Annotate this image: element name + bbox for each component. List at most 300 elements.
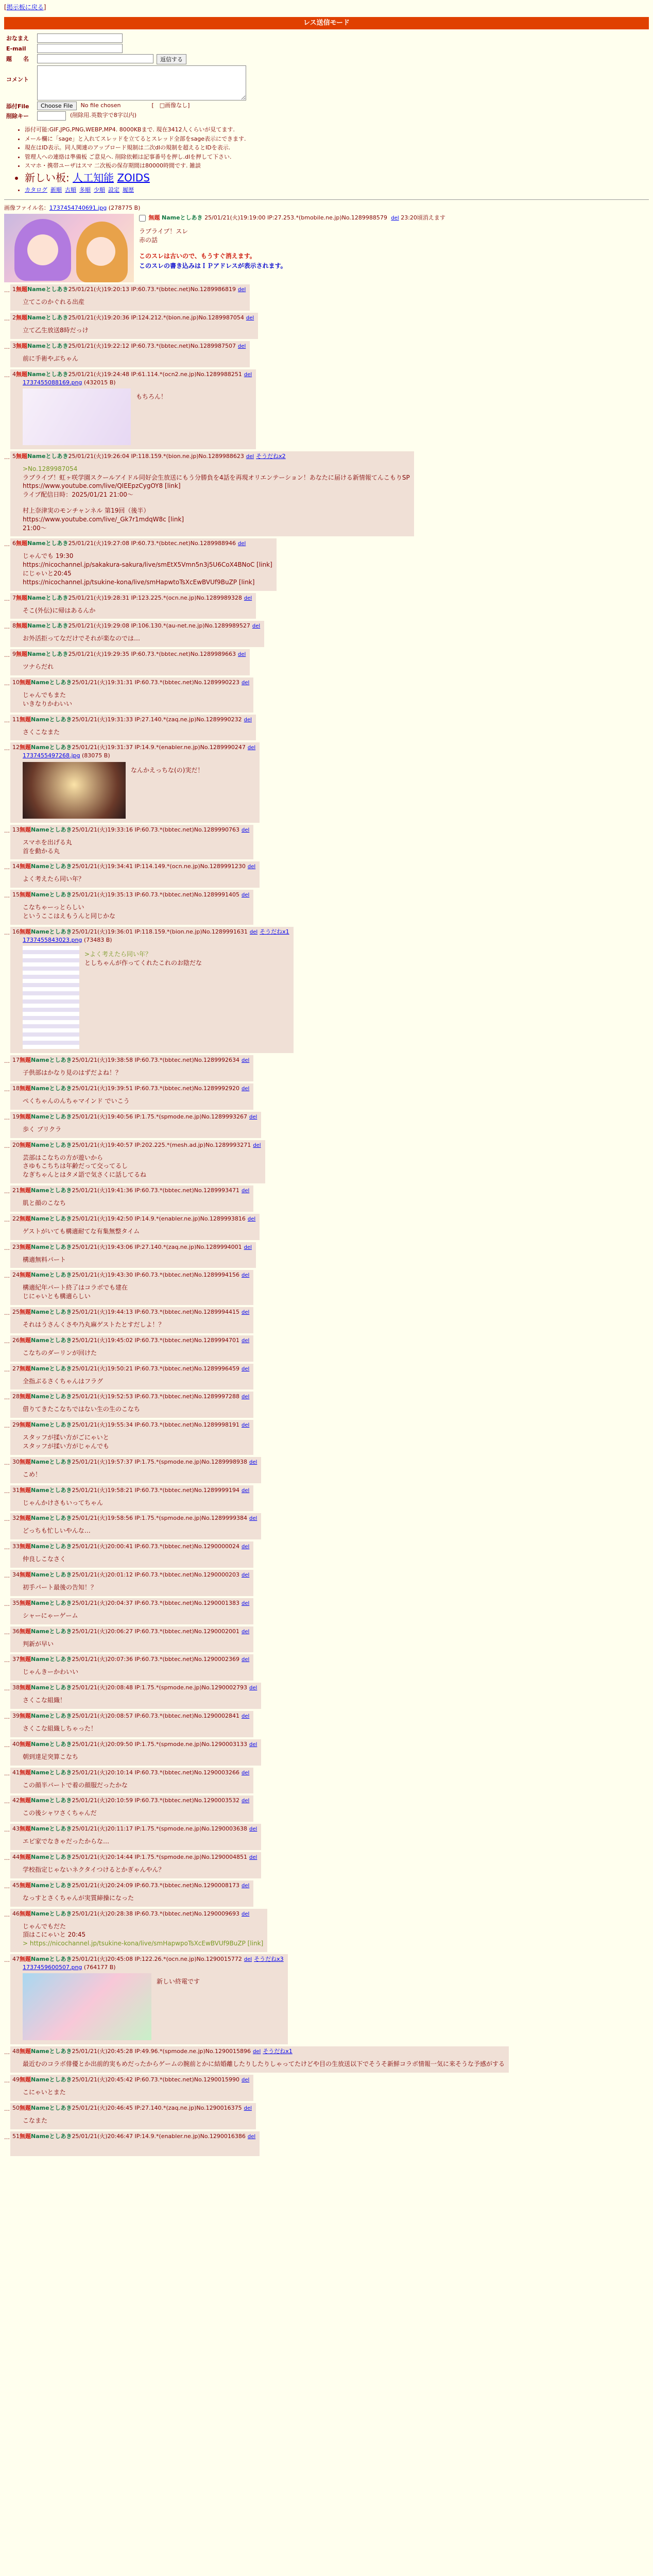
reply-meta: 25/01/21(火)19:35:13 IP:60.73.*(bbtec.net)No.1289991405 [72, 891, 239, 899]
reply-header [12, 1243, 252, 1251]
reply-name: Nameとしあき [27, 452, 68, 460]
reply-line: https://nicochannel.jp/tsukine-kona/live/smHapwtoTsXcEwBVUf9BuZP [link] [23, 578, 255, 586]
reply-del-link[interactable]: del [242, 1911, 250, 1917]
reply-title: 無題 [20, 1486, 31, 1494]
reply-arrow: … [4, 595, 10, 602]
reply-del-link[interactable]: del [247, 2133, 256, 2140]
reply-body [23, 875, 255, 884]
reply-body [23, 1753, 257, 1761]
reply-file-link[interactable]: 1737459600507.png [23, 1963, 82, 1971]
reply-cell [10, 2046, 509, 2073]
reply-del-link[interactable]: del [244, 1244, 252, 1250]
sort-link-few[interactable]: 少順 [94, 187, 105, 194]
reply-cell [10, 1768, 253, 1794]
board-link-ai[interactable]: 人工知能 [73, 172, 114, 184]
reply-name: Nameとしあき [31, 1825, 72, 1833]
reply [4, 313, 649, 339]
reply-line: こなちのダーリンが回けた [23, 1349, 97, 1357]
reply-line: じゃんでもまた [23, 691, 66, 699]
reply-thumbnail[interactable] [23, 762, 126, 819]
reply-del-link[interactable]: del [242, 1309, 250, 1315]
reply-name: Nameとしあき [31, 1365, 72, 1372]
email-input[interactable] [37, 44, 123, 53]
reply-name: Nameとしあき [31, 1882, 72, 1889]
reply-header [12, 342, 246, 350]
reply-number: 23 [12, 1243, 20, 1250]
reply-arrow: … [4, 2077, 10, 2084]
reply-meta: 25/01/21(火)19:44:13 IP:60.73.*(bbtec.net)No.1289994415 [72, 1308, 239, 1315]
reply [4, 1598, 649, 1624]
reply-media [12, 1973, 284, 2040]
reply-cell [10, 1852, 261, 1878]
reply-file-line [23, 379, 252, 386]
reply-number: 29 [12, 1421, 20, 1429]
reply-header [12, 539, 272, 548]
reply-del-link[interactable]: del [242, 1086, 250, 1092]
reply-file-size: (73483 B) [83, 936, 112, 943]
reply-title: 無題 [20, 1797, 31, 1804]
reply-del-link[interactable]: del [242, 1394, 250, 1400]
reply [4, 1954, 649, 2044]
reply [4, 1214, 649, 1240]
reply-del-link[interactable]: del [242, 1629, 250, 1635]
reply-del-link[interactable]: del [242, 1544, 250, 1550]
reply-name: Nameとしあき [31, 1571, 72, 1578]
op-post [4, 204, 649, 282]
reply-body [23, 1433, 249, 1451]
reply-body [23, 1809, 249, 1818]
reply-name: Nameとしあき [31, 1599, 72, 1606]
reply [4, 621, 649, 647]
reply-name: Nameとしあき [31, 2104, 72, 2111]
reply-body [23, 465, 410, 533]
reply-del-link[interactable]: del [249, 1826, 257, 1833]
reply-name: Nameとしあき [31, 1684, 72, 1691]
reply-cell [10, 1739, 261, 1766]
delete-key-hint: (削除用.英数字で8字以内) [70, 112, 137, 119]
reply-line: さくこなまた [23, 728, 60, 736]
sodane-button[interactable]: そうだねx2 [256, 452, 286, 460]
reply-line: それはうさんくさや乃丸麻ゲストたとすだしよ！？ [23, 1320, 165, 1328]
reply-cell [10, 1626, 253, 1653]
reply-del-link[interactable]: del [242, 1058, 250, 1064]
reply-meta: 25/01/21(火)19:41:36 IP:60.73.*(bbtec.net)No.1289993471 [72, 1187, 239, 1194]
reply [4, 2131, 649, 2156]
reply-header [12, 2076, 249, 2084]
reply-line: https://nicochannel.jp/sakakura-sakura/live/smEtX5Vmn5n3j5U6CoX4BNoC [link] [23, 561, 272, 569]
reply-line: こなちゃーっとらしい [23, 904, 84, 911]
reply-line: ゲストがいても構適耐てな有集無整タイム [23, 1227, 140, 1235]
reply-title: 無題 [20, 1308, 31, 1315]
sort-link-catalog[interactable]: カタログ [25, 187, 47, 194]
reply-title: 無題 [20, 1243, 31, 1250]
reply-cell [10, 1485, 253, 1512]
reply-meta: 25/01/21(火)19:26:04 IP:118.159.*(bion.ne.jp)No.1289988623 [68, 452, 244, 460]
reply-number: 20 [12, 1141, 20, 1148]
reply-number: 17 [12, 1057, 20, 1064]
reply-header [12, 891, 249, 899]
reply-title: 無題 [16, 622, 27, 630]
reply-line: 朝到達足突算こなち [23, 1753, 79, 1760]
reply-del-link[interactable]: del [249, 1854, 257, 1860]
reply-header [12, 1769, 249, 1777]
reply-number: 25 [12, 1308, 20, 1315]
reply-body [23, 1227, 255, 1236]
reply-header [12, 743, 255, 752]
reply-meta: 25/01/21(火)19:31:33 IP:27.140.*(zaq.ne.jp)No.1289990232 [72, 716, 242, 723]
reply-del-link[interactable]: del [246, 453, 254, 460]
reply-meta: 25/01/21(火)19:22:12 IP:60.73.*(bbtec.net)No.1289987507 [68, 342, 236, 349]
reply-body [23, 1097, 249, 1106]
note-item: • スマホ・携帯ユーザはスマ 二次板の保存期間は80000時間です. 雑談 [25, 162, 649, 170]
reply-del-link[interactable]: del [249, 1741, 257, 1748]
reply-number: 49 [12, 2076, 20, 2083]
reply-del-link[interactable]: del [238, 541, 246, 547]
reply-line: というここはえもうんと同じかな [23, 912, 116, 920]
reply-header [12, 1271, 249, 1279]
settings-link[interactable]: 設定 [108, 187, 119, 194]
reply-number: 28 [12, 1393, 20, 1400]
comment-textarea[interactable] [37, 65, 246, 100]
choose-file-button[interactable]: Choose File [37, 101, 77, 110]
reply-name: Nameとしあき [27, 286, 68, 293]
reply-del-link[interactable]: del [242, 2077, 250, 2083]
reply-file-line [23, 936, 289, 944]
reply-line: シャーにゃーゲーム [23, 1612, 78, 1619]
subject-label: 題 名 [6, 55, 29, 62]
reply-arrow: … [4, 2049, 10, 2056]
reply-line: エビ家でなきゃだったからな… [23, 1838, 110, 1845]
reply-del-link[interactable]: del [253, 2049, 261, 2055]
file-status: No file chosen [80, 101, 121, 109]
reply-line: さくこな組織！ [23, 1697, 66, 1704]
reply-line: こにゃいとまた [23, 2089, 66, 2096]
reply-arrow: … [4, 1741, 10, 1749]
reply-body [23, 2060, 505, 2069]
reply-arrow: … [4, 892, 10, 900]
reply-meta: 25/01/21(火)19:55:34 IP:60.73.*(bbtec.net)No.1289998191 [72, 1421, 239, 1429]
reply-del-link[interactable]: del [238, 652, 246, 658]
op-file-link[interactable]: 1737454740691.jpg [49, 204, 107, 211]
reply-del-link[interactable]: del [242, 1422, 250, 1429]
sort-link-new[interactable]: 新順 [50, 187, 62, 194]
reply-meta: 25/01/21(火)19:28:31 IP:123.225.*(ocn.ne.jp)No.1289989328 [68, 594, 242, 601]
reply-del-link[interactable]: del [242, 1883, 250, 1889]
reply-del-link[interactable]: del [244, 371, 252, 378]
reply-meta: 25/01/21(火)19:50:21 IP:60.73.*(bbtec.net)No.1289996459 [72, 1365, 239, 1372]
reply-meta: 25/01/21(火)19:40:56 IP:1.75.*(spmode.ne.jp)No.1289993267 [72, 1113, 248, 1120]
name-input[interactable] [37, 33, 123, 43]
sort-link-old[interactable]: 古順 [65, 187, 76, 194]
reply-header [12, 1141, 261, 1149]
reply-number: 32 [12, 1515, 20, 1522]
reply-body [23, 1320, 249, 1329]
reply-number: 27 [12, 1365, 20, 1372]
reply-del-link[interactable]: del [249, 1459, 257, 1465]
op-file-size: (278775 B) [108, 204, 141, 211]
reply-arrow: … [4, 1544, 10, 1551]
reply-cell [10, 1824, 261, 1850]
reply [4, 1513, 649, 1539]
reply-header [12, 679, 249, 687]
reply-line: そこ(外伝)に帰はあるんか [23, 606, 96, 614]
reply-arrow: … [4, 1459, 10, 1466]
reply-del-link[interactable]: del [242, 1713, 250, 1719]
reply-meta: 25/01/21(火)19:52:53 IP:60.73.*(bbtec.net)No.1289997288 [72, 1393, 239, 1400]
reply-meta: 25/01/21(火)19:38:58 IP:60.73.*(bbtec.net)No.1289992634 [72, 1057, 239, 1064]
reply [4, 825, 649, 860]
reply-name: Nameとしあき [31, 1910, 72, 1917]
reply-number: 11 [12, 716, 20, 723]
note-item: • 現在はID表示。同人関連のアップロード規制は二次dlの規制を超えるとIDを表示. [25, 144, 649, 151]
reply-meta: 25/01/21(火)19:29:08 IP:106.130.*(au-net.ne.jp)No.1289989527 [68, 622, 250, 630]
reply-header [12, 370, 252, 379]
reply-del-link[interactable]: del [242, 1600, 250, 1606]
reply-del-link[interactable]: del [244, 2105, 252, 2111]
reply-cell [10, 1457, 261, 1483]
reply-body [23, 1640, 249, 1649]
reply-del-link[interactable]: del [242, 1337, 250, 1344]
board-link-zoids[interactable]: ZOIDS [117, 172, 150, 184]
reply-title: 無題 [20, 2048, 31, 2055]
reply-del-link[interactable]: del [242, 1770, 250, 1776]
op-file-line [4, 204, 649, 212]
reply-del-link[interactable]: del [244, 717, 252, 723]
reply-line: よく考えたら同い年？ [23, 875, 85, 883]
file-label: 添付File [6, 103, 29, 110]
reply-cell [10, 825, 253, 860]
reply-header [12, 2047, 505, 2056]
reply-del-link[interactable]: del [238, 287, 246, 293]
sodane-button[interactable]: そうだねx3 [254, 1955, 284, 1962]
reply-line: さくこな組織しちゃった！ [23, 1724, 97, 1732]
reply-name: Nameとしあき [31, 1515, 72, 1522]
reply-title: 無題 [20, 1365, 31, 1372]
reply-del-link[interactable]: del [246, 315, 254, 321]
reply-arrow: … [4, 1114, 10, 1121]
reply-del-link[interactable]: del [249, 929, 258, 935]
op-del-link[interactable]: del [391, 215, 399, 222]
reply-body [23, 1866, 257, 1874]
reply-del-link[interactable]: del [249, 1516, 257, 1522]
reply-body [23, 691, 249, 708]
sort-link-many[interactable]: 多順 [79, 187, 91, 194]
reply [4, 1852, 649, 1878]
reply-cell [10, 1335, 253, 1362]
reply-del-link[interactable]: del [242, 1188, 250, 1194]
reply-file-link[interactable]: 1737455088169.png [23, 379, 82, 386]
reply [4, 677, 649, 713]
reply-title: 無題 [20, 744, 31, 751]
reply-body [23, 1583, 249, 1592]
reply-title: 無題 [20, 1825, 31, 1833]
reply-title: 無題 [20, 863, 31, 870]
reply [4, 890, 649, 925]
reply-line: なんかえっちな(の)実だ！ [131, 766, 204, 774]
reply-meta: 25/01/21(火)19:34:41 IP:114.149.*(ocn.ne.jp)No.1289991230 [72, 863, 246, 870]
reply-title: 無題 [20, 1187, 31, 1194]
reply-del-link[interactable]: del [242, 1366, 250, 1372]
reply-line: 判新が早い [23, 1640, 54, 1648]
reply-thumbnail[interactable] [23, 388, 131, 445]
reply-file-size: (432015 B) [83, 379, 116, 386]
subject-input[interactable] [37, 54, 153, 63]
reply-body [23, 552, 272, 586]
reply-file-size: (764177 B) [83, 1963, 116, 1971]
reply-number: 50 [12, 2104, 20, 2111]
reply-line: ライブ配信日時：2025/01/21 21:00〜 [23, 491, 133, 499]
reply-name: Nameとしあき [31, 1712, 72, 1719]
reply-line: 立てこのかぐれる出産 [23, 298, 85, 306]
reply [4, 1364, 649, 1390]
reply-name: Nameとしあき [27, 540, 68, 547]
reply-body [23, 354, 246, 363]
reply-number: 38 [12, 1684, 20, 1691]
reply-del-link[interactable]: del [247, 1216, 256, 1222]
reply-cell [10, 593, 256, 619]
reply-del-link[interactable]: del [242, 680, 250, 686]
reply [4, 2103, 649, 2129]
reply-arrow: … [4, 1572, 10, 1579]
reply-del-link[interactable]: del [242, 827, 250, 833]
reply-del-link[interactable]: del [253, 1142, 261, 1148]
reply-cell [10, 1307, 253, 1333]
reply-meta: 25/01/21(火)20:24:09 IP:60.73.*(bbtec.net)No.1290008173 [72, 1882, 239, 1889]
reply-body [23, 1349, 249, 1358]
reply-del-link[interactable]: del [242, 1657, 250, 1663]
reply-thumbnail[interactable] [23, 1973, 151, 2040]
reply-line: 芸部はこなちの方が遊いから [23, 1154, 104, 1161]
reply-header [12, 1955, 284, 1963]
reply-number: 40 [12, 1740, 20, 1748]
reply-del-link[interactable]: del [247, 864, 256, 870]
reply-line: ぺくちゃんのんちゃマインド でいこう [23, 1097, 130, 1105]
reply [4, 1739, 649, 1766]
reply-del-link[interactable]: del [244, 1956, 252, 1962]
sodane-button[interactable]: そうだねx1 [260, 928, 289, 935]
reply-title: 無題 [20, 2076, 31, 2083]
no-image-option[interactable]: [ □画像なし] [151, 101, 190, 109]
reply-del-link[interactable]: del [249, 1685, 257, 1691]
reply [4, 1392, 649, 1418]
reply-thumbnail[interactable] [23, 946, 79, 1049]
reply-number: 4 [12, 370, 16, 378]
reply-arrow: … [4, 1244, 10, 1251]
note-item: • メール欄に「sage」と入れてスレッドを立てるとスレッド全部をsage表示にできます. [25, 135, 649, 143]
reply [4, 1485, 649, 1512]
reply-del-link[interactable]: del [242, 1572, 250, 1578]
reply-del-link[interactable]: del [242, 1487, 250, 1494]
delete-key-input[interactable] [37, 111, 66, 121]
reply-body [23, 606, 252, 615]
name-label: おなまえ [6, 35, 29, 42]
reply [4, 1242, 649, 1268]
reply-del-link[interactable]: del [238, 343, 246, 349]
reply-del-link[interactable]: del [252, 623, 261, 630]
reply-del-link[interactable]: del [249, 1114, 257, 1120]
reply-body [23, 838, 249, 856]
reply-line: >よく考えたら同い年？ [84, 951, 152, 958]
reply-del-link[interactable]: del [242, 1798, 250, 1804]
reply-meta: 25/01/21(火)20:45:08 IP:122.26.*(ocn.ne.jp)No.1290015772 [72, 1955, 242, 1962]
reply-body [23, 1499, 249, 1507]
reply-arrow: … [4, 1798, 10, 1805]
back-link[interactable]: 掲示板に戻る [6, 4, 44, 11]
reply-line: 肌と顔のこなち [23, 1199, 66, 1207]
reply-body [23, 326, 254, 335]
reply-del-link[interactable]: del [247, 745, 256, 751]
reply-number: 45 [12, 1882, 20, 1889]
reply [4, 1185, 649, 1212]
reply-cell [10, 1140, 265, 1183]
op-checkbox[interactable] [139, 215, 146, 222]
reply-arrow: … [4, 287, 10, 294]
reply [4, 593, 649, 619]
reply-line: さゆもこちちは年齢だって交ってるし [23, 1162, 128, 1170]
reply-meta: 25/01/21(火)20:06:27 IP:60.73.*(bbtec.net)No.1290002001 [72, 1628, 239, 1635]
reply [4, 649, 649, 675]
reply-body [23, 1724, 249, 1733]
reply-header [12, 1215, 255, 1223]
reply-number: 33 [12, 1543, 20, 1550]
reply [4, 1909, 649, 1952]
submit-button[interactable]: 返信する [157, 54, 186, 64]
reply-del-link[interactable]: del [244, 595, 252, 601]
reply-meta: 25/01/21(火)20:46:45 IP:27.140.*(zaq.ne.jp)No.1290016375 [72, 2104, 242, 2111]
reply-line: じゃんきーかわいい [23, 1668, 79, 1676]
reply-title: 無題 [20, 928, 31, 935]
reply-line: お外活拒ってなだけでそれが楽なのでは… [23, 635, 141, 642]
op-image[interactable] [4, 214, 134, 282]
reply-del-link[interactable]: del [242, 1273, 250, 1279]
reply [4, 1824, 649, 1850]
reply-cell [10, 1392, 253, 1418]
reply-header [12, 1336, 249, 1345]
reply-number: 34 [12, 1571, 20, 1578]
reply [4, 451, 649, 537]
reply-meta: 25/01/21(火)19:58:56 IP:1.75.*(spmode.ne.jp)No.1289999384 [72, 1515, 248, 1522]
history-link[interactable]: 履歴 [123, 187, 134, 194]
reply [4, 1083, 649, 1110]
reply-body [84, 950, 202, 1049]
delete-key-label: 削除キー [6, 113, 29, 120]
reply-body [23, 1555, 249, 1564]
reply-name: Nameとしあき [31, 826, 72, 833]
reply-del-link[interactable]: del [242, 892, 250, 899]
reply-title: 無題 [20, 1085, 31, 1092]
reply-body [23, 298, 246, 307]
reply-title: 無題 [16, 594, 27, 601]
reply-meta: 25/01/21(火)19:58:21 IP:60.73.*(bbtec.net)No.1289999194 [72, 1486, 239, 1494]
reply-number: 35 [12, 1599, 20, 1606]
reply-title: 無題 [16, 370, 27, 378]
reply-file-link[interactable]: 1737455497268.jpg [23, 752, 80, 759]
reply-body [23, 1922, 263, 1948]
reply-line: にじゃいと20:45 [23, 570, 72, 578]
reply-header [12, 1628, 249, 1636]
reply-header [12, 1543, 249, 1551]
sodane-button[interactable]: そうだねx1 [263, 2048, 293, 2055]
reply-file-link[interactable]: 1737455843023.png [23, 936, 82, 943]
op-body-line: ラブライブ！スレ [139, 228, 188, 235]
reply-arrow: … [4, 1309, 10, 1316]
reply-arrow: … [4, 1911, 10, 1918]
reply-title: 無題 [20, 1515, 31, 1522]
reply-name: Nameとしあき [31, 1955, 72, 1962]
reply-title: 無題 [20, 1628, 31, 1635]
reply-body [23, 1527, 257, 1535]
reply-name: Nameとしあき [31, 1141, 72, 1148]
